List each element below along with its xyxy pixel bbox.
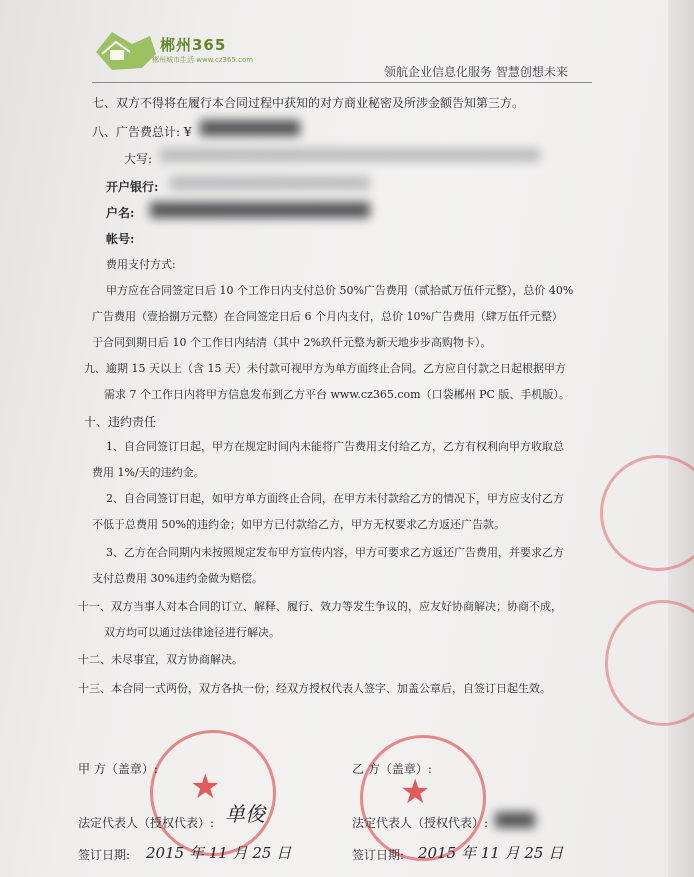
header-slogan: 领航企业信息化服务 智慧创想未来 [384, 65, 568, 79]
party-a-date-label: 签订日期: [78, 848, 131, 862]
clause-9-line-1: 九、逾期 15 天以上（含 15 天）未付款可视甲方为单方面终止合同。乙方应自付款之日起根据甲方 [84, 362, 566, 375]
clause-10-3a: 3、乙方在合同期内未按照规定发布甲方宣传内容，甲方可要求乙方返还广告费用，并要求乙方 [106, 546, 564, 559]
party-a-date: 2015 年 11 月 25 日 [146, 844, 292, 862]
header-divider [92, 82, 592, 83]
clause-10-2a: 2、自合同签订日起，如甲方单方面终止合同，在甲方未付款给乙方的情况下，甲方应支付乙方 [106, 492, 564, 505]
clause-10-1b: 费用 1%/天的违约金。 [92, 466, 205, 479]
clause-11-a: 十一、双方当事人对本合同的订立、解释、履行、效力等发生争议的，应友好协商解决；协商不成， [78, 600, 562, 613]
payment-title: 费用支付方式: [106, 258, 176, 271]
clause-10-1a: 1、自合同签订日起，甲方在规定时间内未能将广告费用支付给乙方，乙方有权利向甲方收取总 [106, 440, 564, 453]
stamp-margin-bottom [605, 600, 694, 726]
redacted-amount [200, 120, 300, 136]
payment-line-3: 于合同到期日后 10 个工作日内结清（其中 2%玖仟元整为新天地步步高购物卡）。 [92, 336, 492, 349]
party-a-stamp-star: ★ [190, 767, 221, 807]
clause-11-b: 双方均可以通过法律途径进行解决。 [104, 626, 280, 639]
party-a-signature: 单俊 [225, 802, 265, 826]
clause-9-line-2: 需求 7 个工作日内将甲方信息发布到乙方平台 www.cz365.com（口袋郴州 PC 版、手机版）。 [104, 388, 570, 401]
redacted-bank [170, 176, 370, 190]
party-b-rep-label: 法定代表人（授权代表）: [352, 816, 489, 830]
party-b-date: 2015 年 11 月 25 日 [418, 844, 564, 862]
payment-line-2: 广告费用（壹拾捌万元整）在合同签定日后 6 个月内支付，总价 10%广告费用（肆万伍仟元整） [92, 310, 563, 323]
clause-8-bank: 开户银行: [106, 180, 159, 194]
payment-line-1: 甲方应在合同签定日后 10 个工作日内支付总价 50%广告费用（贰拾贰万伍仟元整），总价 40% [106, 284, 574, 297]
redacted-name [150, 202, 370, 218]
party-b-date-label: 签订日期: [352, 848, 405, 862]
clause-13: 十三、本合同一式两份，双方各执一份；经双方授权代表人签字、加盖公章后，自签订日起生效。 [78, 682, 551, 695]
clause-7: 七、双方不得将在履行本合同过程中获知的对方商业秘密及所涉金额告知第三方。 [92, 96, 525, 110]
clause-8-capital: 大写: [124, 152, 153, 166]
clause-8-total: 八、广告费总计: ¥ [92, 125, 192, 139]
redacted-signature-b [495, 812, 535, 828]
logo-subtitle: 郴州城市生活 www.cz365.com [152, 56, 254, 64]
logo-name: 郴州365 [160, 36, 227, 54]
clause-10-2b: 不低于总费用 50%的违约金；如甲方已付款给乙方，甲方无权要求乙方返还广告款。 [92, 518, 505, 531]
party-b-label: 乙 方（盖章）: [352, 762, 432, 776]
party-a-label: 甲 方（盖章）: [78, 762, 158, 776]
redacted-capital [160, 148, 540, 162]
page-edge [668, 0, 694, 877]
stamp-margin-top [600, 455, 694, 571]
clause-10-3b: 支付总费用 30%违约金做为赔偿。 [92, 572, 263, 585]
clause-8-account: 帐号: [106, 232, 135, 246]
party-b-stamp-star: ★ [400, 772, 431, 812]
clause-8-name: 户名: [106, 206, 135, 220]
clause-10-title: 十、违约责任 [84, 415, 157, 429]
party-a-rep-label: 法定代表人（授权代表）: [78, 816, 215, 830]
clause-12: 十二、未尽事宜，双方协商解决。 [78, 653, 243, 666]
